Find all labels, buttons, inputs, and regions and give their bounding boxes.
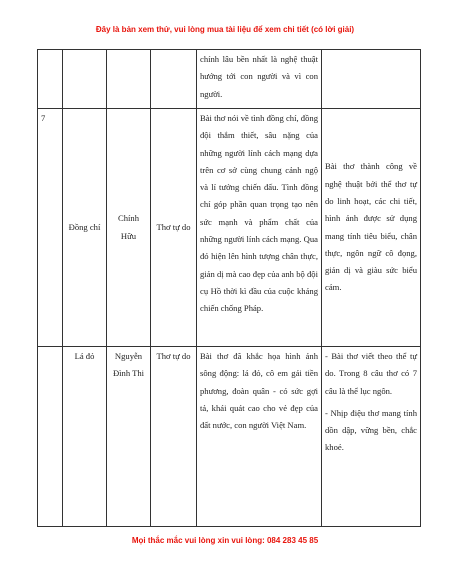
title-cell — [63, 50, 107, 109]
content-cell: Bài thơ nói về tình đồng chí, đồng đội thắm thiết, sâu nặng của những người lính cách mạng dựa trên cơ sở cùng chung cảnh ngộ và lí tưởng chiến đấu. Tình đồng chí góp phần quan trọng tạo nên sức mạnh và phẩm chất của những người lính cách mạng. Qua đó hiện lên hình tượng chân thực, giản dị mà cao đẹp của anh bộ đội cụ Hồ thời kì đầu của cuộc kháng chiến chống Pháp. — [197, 109, 322, 347]
preview-notice: Đây là bản xem thử, vui lòng mua tài liệu để xem chi tiết (có lời giải) — [95, 25, 355, 34]
genre-cell — [151, 50, 197, 109]
title-cell: Đồng chí — [63, 109, 107, 347]
author-cell — [107, 50, 151, 109]
art-cell — [322, 347, 421, 527]
art-point: - Bài thơ viết theo thể tự do. Trong 8 câu thơ có 7 câu là thể lục ngôn. — [325, 351, 417, 396]
art-cell: Bài thơ thành công về nghệ thuật bởi thể thơ tự do linh hoạt, các chi tiết, hình ảnh được sử dụng mang tính tiêu biểu, chân thực, ngôn ngữ cô đọng, giản dị và giàu sức biểu cảm. — [322, 109, 421, 347]
table-row — [38, 109, 421, 347]
genre-cell: Thơ tự do — [151, 347, 197, 527]
title-cell: Lá đỏ — [63, 347, 107, 527]
content-cell: Bài thơ đã khắc họa hình ảnh sông động: lá đỏ, cô em gái tiền phương, đoàn quân - có sức gợi tả, khái quát cao cho vẻ đẹp của đất nước, con người Việt Nam. — [197, 347, 322, 527]
art-point: - Nhịp điệu thơ mang tính dồn dập, vững bền, chắc khoẻ. — [325, 407, 417, 453]
stt-cell — [38, 347, 63, 527]
table-row — [38, 50, 421, 109]
literature-table — [37, 49, 421, 527]
author-cell: Nguyễn Đình Thi — [107, 347, 151, 527]
stt-cell — [38, 50, 63, 109]
content-cell: chính lâu bền nhất là nghệ thuật hướng tới con người và vì con người. — [197, 50, 322, 109]
stt-cell: 7 — [38, 109, 63, 347]
art-cell — [322, 50, 421, 109]
genre-cell: Thơ tự do — [151, 109, 197, 347]
table-row — [38, 347, 421, 527]
contact-footer: Mọi thắc mắc vui lòng xin vui lòng: 084 283 45 85 — [131, 536, 319, 545]
author-cell: Chính Hữu — [107, 109, 151, 347]
